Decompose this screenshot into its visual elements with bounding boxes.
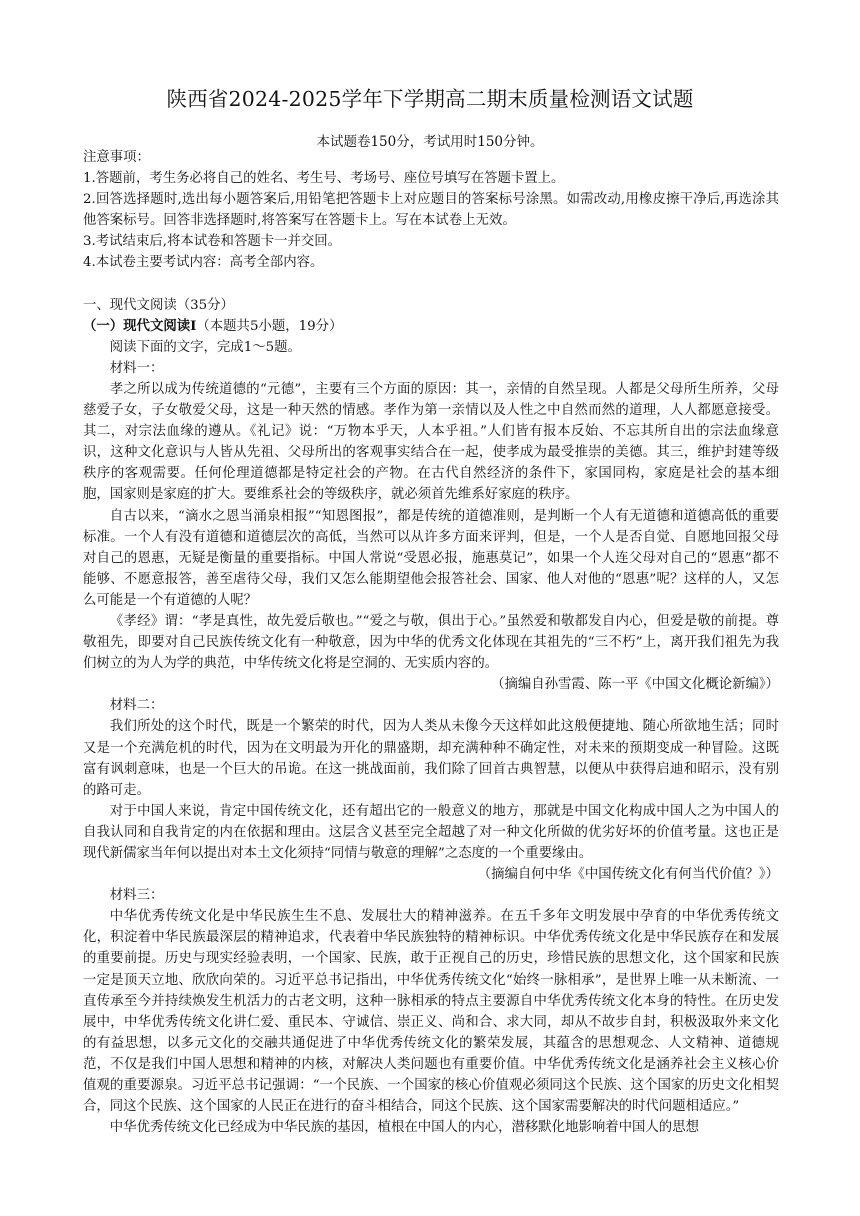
- paragraph: 自古以来，“滴水之恩当涌泉相报”“知恩图报”，都是传统的道德准则，是判断一个人有无道德和道德高低的重要标准。一个人有没有道德和道德层次的高低，当然可以从许多方面来评判，但是，一个人是否自觉、自愿地回报父母对自己的恩惠，无疑是衡量的重要指标。中国人常说“受恩必报，施惠莫记”，如果一个人连父母对自己的“恩惠”都不能够、不愿意报答，善至虐待父母，我们又怎么能期望他会报答社会、国家、他人对他的“恩惠”呢？这样的人，又怎么可能是一个有道德的人呢？: [83, 508, 779, 608]
- paragraph: 孝之所以成为传统道德的“元德”，主要有三个方面的原因：其一，亲情的自然呈现。人都是父母所生所养，父母慈爱子女，子女敬爱父母，这是一种天然的情感。孝作为第一亲情以及人性之中自然而然的道理，人人都愿意接受。其二，对宗法血缘的遵从。《礼记》说：“万物本乎天，人本乎祖。”人们皆有报本反始、不忘其所自出的宗法血缘意识，这种文化意识与人皆从先祖、父母所出的客观事实结合在一起，使孝成为最受推崇的美德。其三，维护封建等级秩序的客观需要。任何伦理道德都是特定社会的产物。在古代自然经济的条件下，家国同构，家庭是社会的基本细胞，国家则是家庭的扩大。要维系社会的等级秩序，就必须首先维系好家庭的秩序。: [83, 381, 779, 503]
- section-heading: 一、现代文阅读（35分）: [83, 297, 234, 313]
- note-item: 2.回答选择题时,选出每小题答案后,用铅笔把答题卡上对应题目的答案标号涂黑。如需改动,用橡皮擦干净后,再选涂其他答案标号。回答非选择题时,将答案写在答题卡上。写在本试卷上无效。: [83, 192, 779, 229]
- instruction: 阅读下面的文字，完成1～5题。: [109, 339, 301, 355]
- material-label: 材料三：: [109, 888, 164, 904]
- paragraph: 对于中国人来说，肯定中国传统文化，还有超出它的一般意义的地方，那就是中国文化构成中国人之为中国人的自我认同和自我肯定的内在依据和理由。这层含义甚至完全超越了对一种文化所做的优劣好坏的价值考量。这也正是现代新儒家当年何以提出对本土文化须持“同情与敬意的理解”之态度的一个重要缘由。: [83, 803, 779, 861]
- paragraph: 《孝经》谓：“孝是真性，故先爱后敬也。”“爱之与敬，俱出于心。”虽然爱和敬都发自内心，但爱是敬的前提。尊敬祖先，即要对自己民族传统文化有一种敬意，因为中华的优秀文化体现在其祖先的“三不朽”上，离开我们祖先为我们树立的为人为学的典范，中华传统文化将是空洞的、无实质内容的。: [83, 613, 779, 672]
- paragraph: 中华优秀传统文化是中华民族生生不息、发展壮大的精神滋养。在五千多年文明发展中孕育的中华优秀传统文化，积淀着中华民族最深层的精神追求，代表着中华民族独特的精神标识。中华优秀传统文化是中华民族存在和发展的重要前提。历史与现实经验表明，一个国家、民族，敢于正视自己的历史，珍惜民族的思想文化，这个国家和民族一定是顶天立地、欣欣向荣的。习近平总书记指出，中华优秀传统文化“始终一脉相承”，是世界上唯一从未断流、一直传承至今并持续焕发生机活力的古老文明，这种一脉相承的特点主要源自中华优秀传统文化本身的特性。在历史发展中，中华优秀传统文化讲仁爱、重民本、守诚信、崇正义、尚和合、求大同，却从不故步自封，积极汲取外来文化的有益思想，以多元文化的交融共通促进了中华优秀传统文化的繁荣发展，其蕴含的思想观念、人文精神、道德规范，不仅是我们中国人思想和精神的内核，对解决人类问题也有重要价值。中华优秀传统文化是涵养社会主义核心价值观的重要源泉。习近平总书记强调：“一个民族、一个国家的核心价值观必须同这个民族、这个国家的历史文化相契合，同这个民族、这个国家的人民正在进行的奋斗相结合，同这个民族、这个国家需要解决的时代问题相适应。”: [83, 909, 779, 1115]
- note-item: 1.答题前，考生务必将自己的姓名、考生号、考场号、座位号填写在答题卡置上。: [83, 171, 565, 187]
- spacer: [83, 274, 779, 295]
- exam-body: [83, 147, 779, 1138]
- source-citation: （摘编自何中华《中国传统文化有何当代价值？》）: [477, 867, 779, 883]
- material-label: 材料二：: [109, 698, 164, 714]
- notes-heading: 注意事项：: [83, 150, 150, 165]
- paragraph: 中华优秀传统文化已经成为中华民族的基因，植根在中国人的内心，潜移默化地影响着中国人的思想: [109, 1120, 699, 1136]
- subsection-heading: [83, 316, 779, 337]
- source-citation: （摘编自孙雪霞、陈一平《中国文化概论新编》）: [491, 677, 779, 693]
- subsection-label: （一）现代文阅读Ⅰ: [83, 317, 197, 334]
- note-item: 4.本试卷主要考试内容：高考全部内容。: [83, 255, 324, 271]
- page-title: 陕西省2024-2025学年下学期高二期末质量检测语文试题: [166, 87, 694, 111]
- exam-meta: 本试题卷150分，考试用时150分钟。: [316, 134, 544, 150]
- subsection-info: （本题共5小题，19分）: [196, 318, 343, 334]
- paragraph: 我们所处的这个时代，既是一个繁荣的时代，因为人类从未像今天这样如此这般便捷地、随心所欲地生活；同时又是一个充满危机的时代，因为在文明最为开化的鼎盛期，却充满种种不确定性，对未来的预期变成一种冒险。这既富有讽刺意味，也是一个巨大的吊诡。在这一挑战面前，我们除了回首古典智慧，以便从中获得启迪和昭示，没有别的路可走。: [83, 719, 779, 798]
- material-label: 材料一：: [109, 360, 164, 376]
- note-item: 3.考试结束后,将本试卷和答题卡一并交回。: [83, 234, 342, 250]
